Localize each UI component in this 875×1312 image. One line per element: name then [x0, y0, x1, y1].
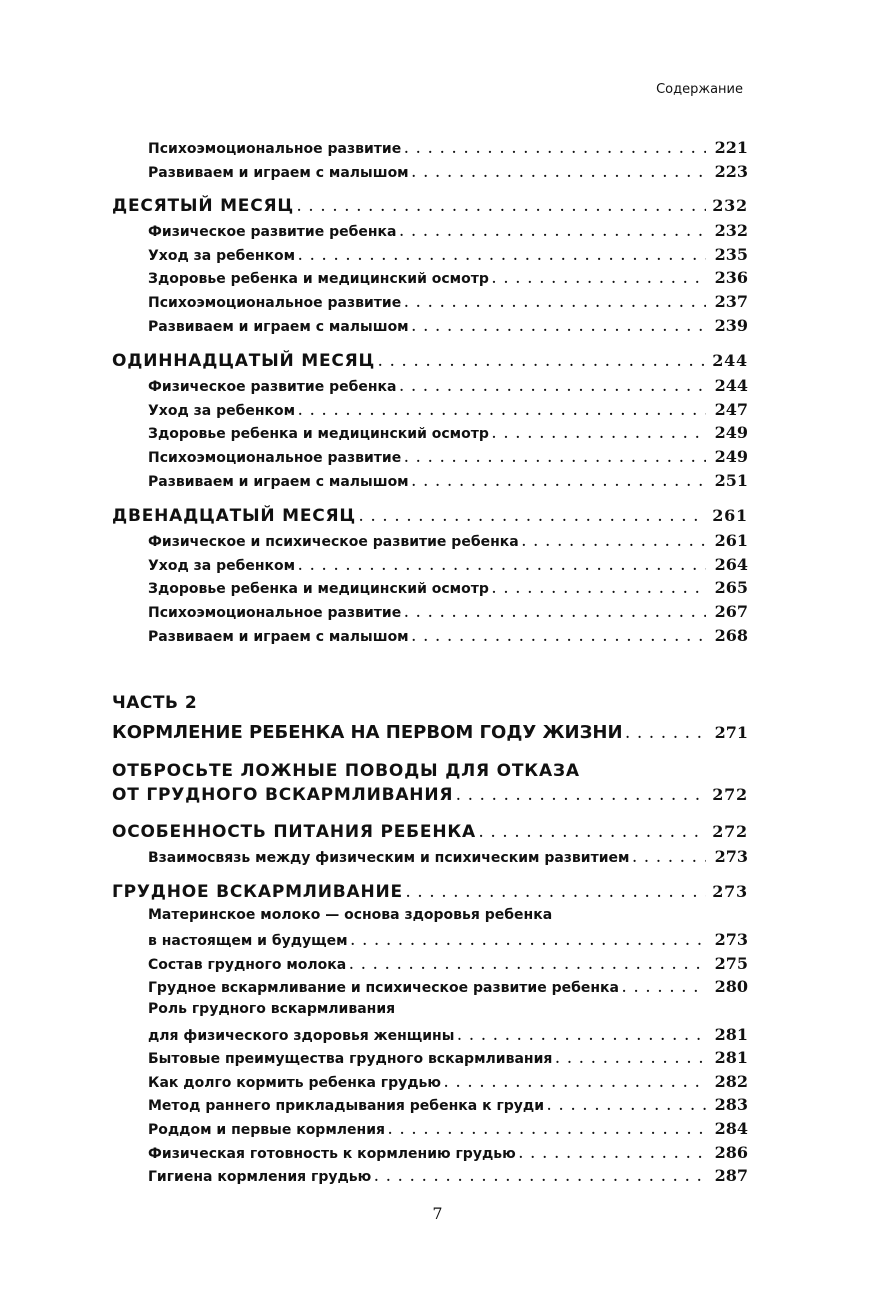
toc-entry-page: 236: [714, 268, 748, 288]
dot-leader: [412, 630, 706, 644]
dot-leader: [547, 1099, 706, 1113]
toc-entry-page: 287: [714, 1166, 748, 1186]
toc-entry-title: Роддом и первые кормления: [148, 1122, 385, 1139]
toc-entry[interactable]: [112, 1072, 748, 1096]
toc-entry-page: 267: [714, 601, 748, 621]
toc-entry[interactable]: [112, 471, 748, 495]
toc-entry-title: Психоэмоциональное развитие: [148, 294, 402, 311]
dot-leader: [404, 142, 706, 156]
toc-entry-title: Развиваем и играем с малышом: [148, 473, 409, 490]
toc-entry-title: Как долго кормить ребенка грудью: [148, 1074, 442, 1091]
dot-leader: [412, 166, 706, 180]
chapter-page: 232: [712, 196, 748, 216]
toc-entry-line1: Роль грудного вскармливания: [148, 1001, 396, 1018]
dot-leader: [444, 1076, 706, 1090]
toc-entry-title: Здоровье ребенка и медицинский осмотр: [148, 581, 489, 598]
page-number: 7: [432, 1204, 443, 1223]
running-head: Содержание: [656, 82, 743, 97]
toc-entry[interactable]: [112, 531, 748, 555]
toc-entry-page: 282: [714, 1071, 748, 1091]
dot-leader: [400, 225, 706, 239]
dot-leader: [388, 1123, 706, 1137]
toc-entry[interactable]: [112, 1119, 748, 1143]
toc-entry[interactable]: [112, 268, 748, 292]
toc-entry[interactable]: [112, 1048, 748, 1072]
chapter-page: 272: [712, 822, 748, 842]
dot-leader: [404, 451, 706, 465]
dot-leader: [519, 1147, 706, 1161]
toc-entry-page: 281: [714, 1024, 748, 1044]
toc-entry[interactable]: [112, 400, 748, 424]
chapter-title: ДВЕНАДЦАТЫЙ МЕСЯЦ: [112, 506, 356, 527]
toc-entry[interactable]: [112, 977, 748, 1001]
toc-entry-line1: Материнское молоко — основа здоровья ребенка: [148, 906, 553, 923]
toc-entry-title: Физическое и психическое развитие ребенка: [148, 534, 519, 551]
chapter-title: ГРУДНОЕ ВСКАРМЛИВАНИЕ: [112, 881, 403, 902]
toc-entry-page: 247: [714, 399, 748, 419]
toc-entry-page: 251: [714, 470, 748, 490]
toc-entry-page: 221: [714, 138, 748, 157]
dot-leader: [374, 1170, 706, 1184]
dot-leader: [297, 200, 706, 214]
dot-leader: [492, 272, 706, 286]
toc-entry-page: 286: [714, 1142, 748, 1162]
toc-entry[interactable]: [112, 1025, 748, 1049]
dot-leader: [400, 380, 706, 394]
dot-leader: [412, 320, 706, 334]
dot-leader: [349, 958, 706, 972]
toc-entry[interactable]: [112, 447, 748, 471]
dot-leader: [298, 559, 706, 573]
toc-entry-title: Грудное вскармливание и психическое развитие ребенка: [148, 980, 620, 997]
part-title-entry[interactable]: [112, 722, 748, 754]
toc-entry-page: 261: [714, 531, 748, 551]
toc-entry[interactable]: [112, 602, 748, 626]
toc-entry-title: Развиваем и играем с малышом: [148, 164, 409, 181]
toc-entry[interactable]: [112, 138, 748, 162]
toc-entry[interactable]: [112, 1143, 748, 1167]
chapter-entry-false-reasons[interactable]: [112, 761, 748, 811]
toc-entry-title: Уход за ребенком: [148, 557, 296, 574]
dot-leader: [412, 475, 706, 489]
chapter-entry-nutrition[interactable]: [112, 822, 748, 847]
part-title: КОРМЛЕНИЕ РЕБЕНКА НА ПЕРВОМ ГОДУ ЖИЗНИ: [112, 722, 623, 744]
toc-entry-title: Уход за ребенком: [148, 402, 296, 419]
toc-entry-page: 281: [714, 1048, 748, 1068]
toc-entry[interactable]: [112, 578, 748, 602]
toc-entry-title: в настоящем и будущем: [148, 933, 348, 950]
toc-entry[interactable]: [112, 954, 748, 978]
toc-entry-title: для физического здоровья женщины: [148, 1027, 455, 1044]
chapter-title: ДЕСЯТЫЙ МЕСЯЦ: [112, 196, 294, 217]
toc-entry[interactable]: [112, 847, 748, 871]
dot-leader: [404, 296, 706, 310]
toc-entry[interactable]: [112, 316, 748, 340]
chapter-page: 261: [712, 506, 748, 526]
toc-entry[interactable]: [112, 376, 748, 400]
toc-entry[interactable]: [112, 626, 748, 650]
part-page: 271: [714, 723, 748, 743]
toc-entry[interactable]: [112, 1166, 748, 1190]
dot-leader: [298, 404, 706, 418]
toc-entry-page: 232: [714, 221, 748, 241]
chapter-page: 272: [712, 785, 748, 805]
toc-entry[interactable]: [112, 555, 748, 579]
dot-leader: [378, 355, 706, 369]
toc-entry-title: Здоровье ребенка и медицинский осмотр: [148, 271, 489, 288]
toc-entry-title: Развиваем и играем с малышом: [148, 628, 409, 645]
chapter-title: ОДИННАДЦАТЫЙ МЕСЯЦ: [112, 351, 376, 372]
dot-leader: [555, 1052, 706, 1066]
chapter-title-line2: ОТ ГРУДНОГО ВСКАРМЛИВАНИЯ: [112, 785, 454, 806]
toc-entry-page: 239: [714, 315, 748, 335]
toc-entry[interactable]: [112, 162, 748, 186]
dot-leader: [492, 582, 706, 596]
chapter-entry-month12[interactable]: [112, 506, 748, 531]
toc-entry-title: Взаимосвязь между физическим и психическим развитием: [148, 850, 630, 867]
toc-entry-title: Бытовые преимущества грудного вскармливания: [148, 1051, 553, 1068]
toc-entry-title: Развиваем и играем с малышом: [148, 318, 409, 335]
toc-entry-page: 275: [714, 953, 748, 973]
toc-entry-title: Физическое развитие ребенка: [148, 379, 397, 396]
toc-entry-title: Психоэмоциональное развитие: [148, 604, 402, 621]
toc-entry-page: 268: [714, 625, 748, 645]
dot-leader: [479, 826, 706, 840]
toc-entry-title: Гигиена кормления грудью: [148, 1169, 372, 1186]
dot-leader: [457, 1029, 706, 1043]
dot-leader: [351, 934, 706, 948]
toc-entry-page: 223: [714, 161, 748, 181]
toc-entry[interactable]: [112, 292, 748, 316]
toc-entry-page: 273: [714, 847, 748, 867]
toc-entry-page: 273: [714, 930, 748, 950]
chapter-entry-month10[interactable]: [112, 196, 748, 221]
dot-leader: [522, 535, 706, 549]
table-of-contents: [112, 138, 748, 1190]
toc-entry-page: 237: [714, 291, 748, 311]
toc-entry[interactable]: [112, 1095, 748, 1119]
toc-entry-title: Уход за ребенком: [148, 247, 296, 264]
dot-leader: [626, 727, 706, 741]
toc-entry-page: 244: [714, 376, 748, 396]
dot-leader: [404, 606, 706, 620]
dot-leader: [492, 427, 706, 441]
chapter-page: 273: [712, 881, 748, 901]
toc-entry-title: Психоэмоциональное развитие: [148, 141, 402, 157]
toc-entry-page: 284: [714, 1119, 748, 1139]
dot-leader: [456, 789, 706, 803]
toc-entry-title: Состав грудного молока: [148, 956, 347, 973]
chapter-entry-breastfeeding[interactable]: [112, 882, 748, 907]
toc-entry-page: 283: [714, 1095, 748, 1115]
toc-entry[interactable]: [112, 245, 748, 269]
toc-entry[interactable]: [112, 221, 748, 245]
chapter-page: 244: [712, 351, 748, 371]
dot-leader: [406, 886, 706, 900]
dot-leader: [622, 981, 706, 995]
toc-entry-title: Здоровье ребенка и медицинский осмотр: [148, 426, 489, 443]
part-label: ЧАСТЬ 2: [112, 693, 198, 714]
toc-entry[interactable]: [112, 930, 748, 954]
toc-entry-title: Физическое развитие ребенка: [148, 224, 397, 241]
dot-leader: [298, 249, 706, 263]
toc-entry-page: 235: [714, 244, 748, 264]
toc-entry-page: 249: [714, 446, 748, 466]
dot-leader: [632, 851, 706, 865]
toc-entry-page: 264: [714, 554, 748, 574]
toc-entry-title: Психоэмоциональное развитие: [148, 449, 402, 466]
toc-entry[interactable]: [112, 423, 748, 447]
chapter-entry-month11[interactable]: [112, 351, 748, 376]
chapter-title: ОСОБЕННОСТЬ ПИТАНИЯ РЕБЕНКА: [112, 822, 476, 843]
toc-entry-title: Физическая готовность к кормлению грудью: [148, 1145, 516, 1162]
chapter-title-line1: ОТБРОСЬТЕ ЛОЖНЫЕ ПОВОДЫ ДЛЯ ОТКАЗА: [112, 761, 580, 782]
toc-entry-page: 280: [714, 977, 748, 997]
toc-entry-page: 249: [714, 423, 748, 443]
dot-leader: [359, 510, 706, 524]
toc-entry-page: 265: [714, 578, 748, 598]
toc-entry-title: Метод раннего прикладывания ребенка к груди: [148, 1098, 545, 1115]
